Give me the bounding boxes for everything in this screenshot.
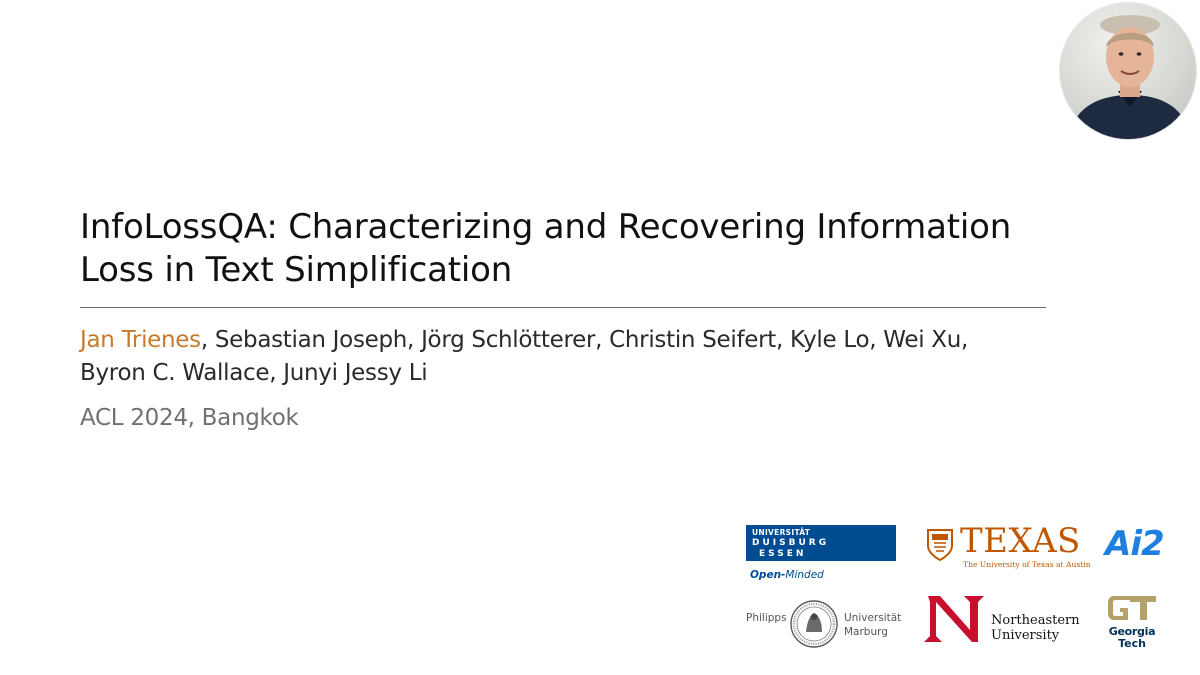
marburg-right-line-2: Marburg: [844, 626, 888, 638]
logo-marburg: [746, 599, 902, 651]
ude-tagline-rest: Minded: [785, 569, 824, 581]
gt-monogram-icon: [1106, 592, 1158, 624]
marburg-right-line-1: Universität: [844, 612, 902, 624]
title-divider: [80, 307, 1046, 308]
ut-wordmark: TEXAS: [960, 521, 1081, 561]
gt-line-1: Georgia: [1108, 625, 1156, 638]
slide-title: [80, 206, 1080, 292]
ude-badge: [746, 525, 896, 561]
ude-line-2: DUISBURG: [752, 538, 830, 548]
ude-line-3: ESSEN: [759, 549, 807, 559]
author-list: [80, 324, 1080, 390]
title-line-1: InfoLossQA: Characterizing and Recovering Information: [80, 207, 1012, 247]
ut-shield-icon: [926, 528, 954, 562]
ude-tagline-bold: Open-: [750, 569, 786, 581]
marburg-left-text: Philipps: [746, 612, 787, 624]
logo-ai2: Ai2: [1105, 524, 1164, 564]
marburg-seal-icon: [789, 599, 839, 649]
gt-line-2: Tech: [1118, 637, 1146, 650]
authors-line-1: , Sebastian Joseph, Jörg Schlötterer, Christin Seifert, Kyle Lo, Wei Xu,: [200, 327, 969, 353]
title-line-2: Loss in Text Simplification: [80, 250, 513, 290]
logo-duisburg-essen: [746, 525, 896, 581]
presenter-webcam: [1060, 3, 1196, 139]
person-icon: [1060, 3, 1196, 139]
northeastern-n-icon: [924, 594, 986, 644]
ude-line-1: UNIVERSITÄT: [752, 528, 811, 537]
presenter-name: Jan Trienes: [80, 327, 201, 353]
ude-tagline: [750, 569, 896, 581]
northeastern-line-2: University: [991, 628, 1060, 643]
ut-subtitle: The University of Texas at Austin: [963, 560, 1091, 569]
authors-line-2: Byron C. Wallace, Junyi Jessy Li: [80, 360, 428, 386]
logo-georgia-tech: [1104, 592, 1162, 652]
venue: ACL 2024, Bangkok: [80, 405, 299, 431]
logo-northeastern: [924, 594, 1084, 646]
logo-ut-austin: [926, 521, 1091, 574]
northeastern-line-1: Northeastern: [991, 613, 1080, 628]
